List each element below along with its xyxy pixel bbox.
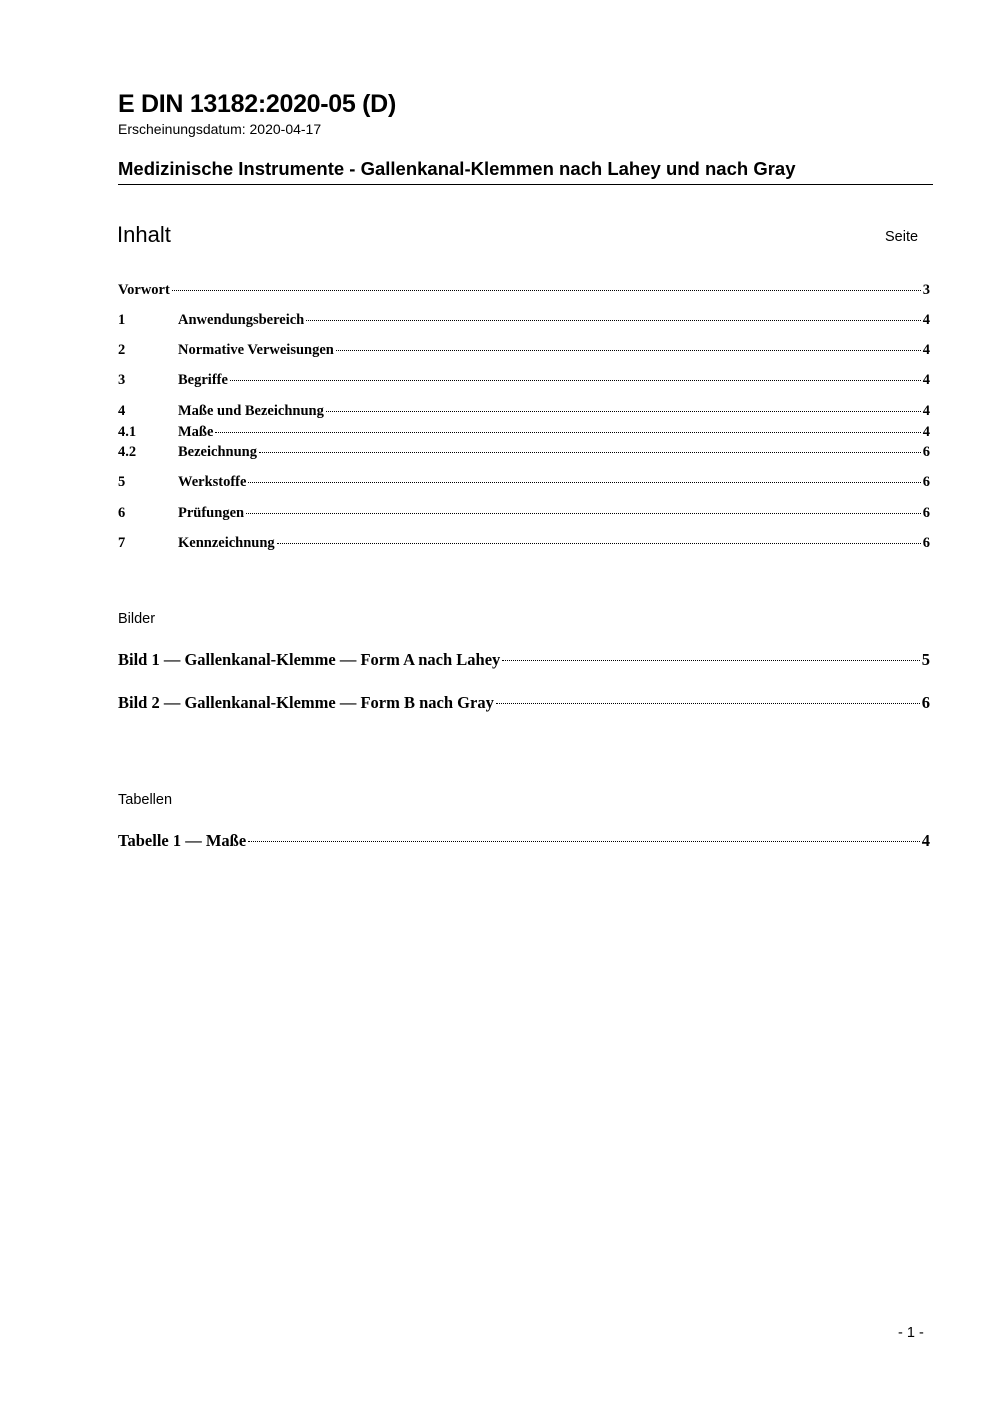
toc-entry-number: 5 (118, 474, 126, 490)
toc-entry-number: 6 (118, 505, 126, 521)
toc-entry-text: Anwendungsbereich (178, 312, 305, 328)
toc-entry-page: 6 (922, 444, 930, 460)
toc-entry-page: 6 (922, 474, 930, 490)
toc-entry-number: 3 (118, 372, 126, 388)
toc-heading: Inhalt (117, 222, 171, 247)
dot-leader (306, 308, 921, 321)
dot-leader (496, 691, 920, 704)
figure-entry-text: Bild 2 — Gallenkanal-Klemme — Form B nach Gray (118, 693, 494, 712)
dot-leader (172, 278, 921, 291)
toc-entry-text: Prüfungen (178, 505, 245, 521)
toc-entry[interactable] (118, 423, 930, 441)
figure-entry-page: 6 (921, 693, 930, 712)
dot-leader (502, 648, 919, 661)
toc-entry-page: 6 (922, 535, 930, 551)
toc-entry-page: 4 (922, 424, 930, 440)
table-entry-text: Tabelle 1 — Maße (118, 831, 247, 850)
figure-entry-page: 5 (921, 650, 930, 669)
toc-entry[interactable] (118, 534, 930, 552)
toc-entry-text: Normative Verweisungen (178, 342, 334, 358)
dot-leader (215, 420, 920, 433)
toc-entry-page: 4 (922, 312, 930, 328)
toc-entry[interactable] (118, 504, 930, 522)
toc-entry-page: 3 (922, 282, 930, 298)
dot-leader (326, 399, 921, 412)
toc-entry[interactable] (118, 371, 930, 389)
dot-leader (246, 501, 921, 514)
toc-entry[interactable] (118, 402, 930, 420)
page-column-label: Seite (885, 229, 919, 245)
document-title: Medizinische Instrumente - Gallenkanal-Klemmen nach Lahey und nach Gray (118, 158, 933, 185)
dot-leader (248, 470, 920, 483)
toc-entry-number: 7 (118, 535, 126, 551)
dot-leader (248, 829, 920, 842)
toc-entry-number: 4.2 (118, 444, 137, 460)
toc-entry-text: Kennzeichnung (178, 535, 275, 551)
toc-entry-page: 4 (922, 372, 930, 388)
dot-leader (277, 531, 921, 544)
toc-entry-number: 2 (118, 342, 126, 358)
toc-entry-text: Maße und Bezeichnung (178, 403, 324, 419)
tables-label: Tabellen (118, 792, 173, 808)
figure-entry-text: Bild 1 — Gallenkanal-Klemme — Form A nach Lahey (118, 650, 501, 669)
dot-leader (336, 338, 921, 351)
toc-entry-text: Bezeichnung (178, 444, 257, 460)
page-number: - 1 - (898, 1325, 924, 1341)
publication-date: Erscheinungsdatum: 2020-04-17 (118, 121, 322, 137)
toc-entry[interactable] (118, 311, 930, 329)
dot-leader (259, 440, 921, 453)
figures-label: Bilder (118, 611, 156, 627)
figure-entry[interactable] (118, 650, 930, 670)
toc-entry[interactable] (118, 473, 930, 491)
dot-leader (230, 368, 921, 381)
toc-entry-number: 1 (118, 312, 126, 328)
table-entry-page: 4 (921, 831, 930, 850)
toc-entry[interactable] (118, 341, 930, 359)
toc-entry[interactable] (118, 281, 930, 299)
table-entry[interactable] (118, 831, 930, 851)
toc-entry[interactable] (118, 443, 930, 461)
document-number: E DIN 13182:2020-05 (D) (118, 90, 396, 118)
toc-entry-text: Maße (178, 424, 214, 440)
toc-entry-page: 4 (922, 403, 930, 419)
toc-entry-page: 6 (922, 505, 930, 521)
toc-entry-text: Begriffe (178, 372, 228, 388)
toc-entry-page: 4 (922, 342, 930, 358)
toc-entry-text: Vorwort (118, 282, 170, 298)
toc-entry-number: 4 (118, 403, 126, 419)
toc-entry-number: 4.1 (118, 424, 137, 440)
figure-entry[interactable] (118, 693, 930, 713)
toc-entry-text: Werkstoffe (178, 474, 247, 490)
